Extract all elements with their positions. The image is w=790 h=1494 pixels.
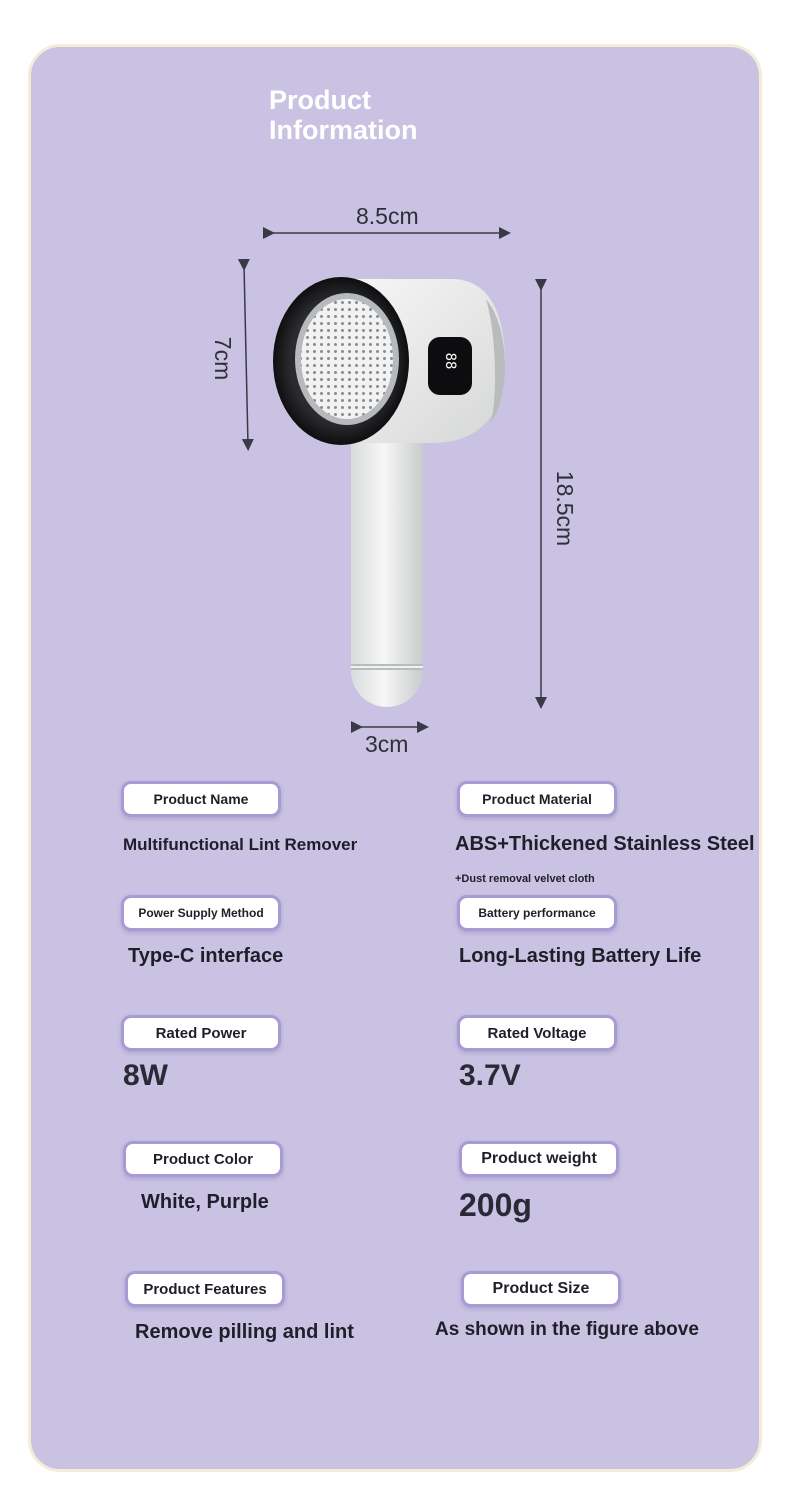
width-dimension: 8.5cm: [356, 203, 419, 229]
height-dimension: 18.5cm: [552, 470, 579, 547]
display-readout: 88: [442, 352, 458, 370]
battery-value: Long-Lasting Battery Life: [459, 945, 702, 967]
rated-voltage-value: 3.7V: [459, 1059, 521, 1092]
power-supply-value: Type-C interface: [128, 945, 284, 967]
product-weight-label: Product weight: [459, 1141, 619, 1177]
rated-power-value: 8W: [123, 1059, 168, 1092]
product-weight-value: 200g: [459, 1187, 532, 1223]
handle-dimension: 3cm: [365, 731, 409, 757]
rated-power-label: Rated Power: [121, 1015, 281, 1051]
product-features-value: Remove pilling and lint: [135, 1321, 354, 1343]
product-color-label: Product Color: [123, 1141, 283, 1177]
product-name-label: Product Name: [121, 781, 281, 817]
rated-voltage-label: Rated Voltage: [457, 1015, 617, 1051]
product-material-label: Product Material: [457, 781, 617, 817]
title-line-2: Information: [269, 115, 418, 145]
product-color-value: White, Purple: [141, 1191, 269, 1213]
product-features-label: Product Features: [125, 1271, 285, 1307]
head-dimension: 7cm: [210, 336, 237, 381]
product-size-value: As shown in the figure above: [435, 1319, 699, 1340]
blade-mesh: [301, 299, 393, 419]
head-height-arrow: [244, 265, 248, 445]
title-line-1: Product: [269, 85, 372, 115]
product-material-value: ABS+Thickened Stainless Steel: [455, 833, 755, 855]
lint-remover-illustration: [31, 47, 762, 767]
power-supply-label: Power Supply Method: [121, 895, 281, 931]
product-name-value: Multifunctional Lint Remover: [123, 835, 358, 854]
product-info-card: [28, 44, 762, 1472]
battery-label: Battery performance: [457, 895, 617, 931]
product-material-note: +Dust removal velvet cloth: [455, 873, 595, 885]
product-size-label: Product Size: [461, 1271, 621, 1307]
